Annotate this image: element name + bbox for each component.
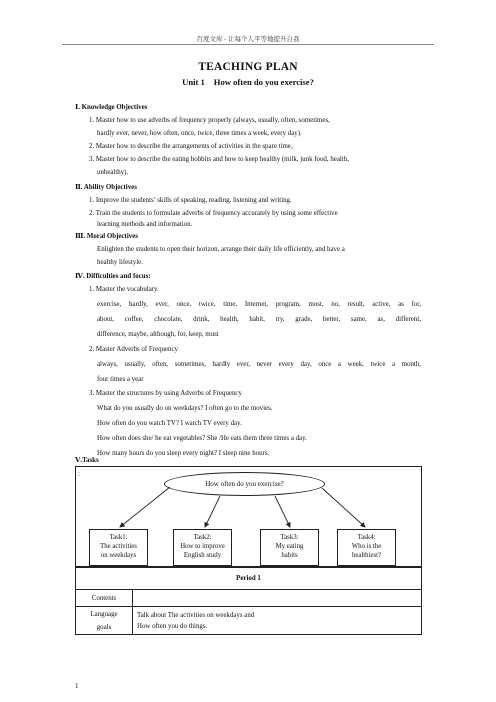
tasks-center-ellipse xyxy=(164,472,325,496)
adverbs-line: four times a year xyxy=(97,376,144,383)
structure-line: How often do you watch TV? I watch TV every day. xyxy=(97,420,242,427)
header-divider xyxy=(62,44,434,45)
knowledge-item: 3. Master how to describe the eating hobbits and how to keep healthy (milk, junk food, health, xyxy=(89,156,349,163)
task-line: Task3: xyxy=(280,534,299,541)
contents-value xyxy=(133,590,422,607)
task-box-3 xyxy=(260,529,319,566)
vocab-line: about, coffee, chocolate, drink, health, habit, try, grade, better, same, as, different, xyxy=(97,316,421,323)
adverbs-line: always, usually, often, sometimes, hardly ever, never every day, once a week, twice a month, xyxy=(97,361,421,368)
structure-line: How many hours do you sleep every night? I sleep nine hours. xyxy=(97,450,270,457)
structure-line: What do you usually do on weekdays? I often go to the movies. xyxy=(97,405,273,412)
moral-objectives-heading: Ⅲ. Moral Objectives xyxy=(75,233,138,240)
knowledge-item: unhealthy). xyxy=(97,169,129,176)
tasks-colon: : xyxy=(78,470,80,478)
tasks-center-text: How often do you exercise? xyxy=(205,480,284,488)
goals-label-line: goals xyxy=(96,623,112,631)
task-line: My eating xyxy=(275,543,304,550)
task-line: English study xyxy=(183,552,222,559)
knowledge-item: 1. Master how to use adverbs of frequency properly (always, usually, often, sometimes, xyxy=(89,117,330,124)
tasks-heading: Ⅴ.Tasks xyxy=(75,457,99,464)
ability-objectives-heading: Ⅱ. Ability Objectives xyxy=(75,184,137,191)
task-line: healthiest? xyxy=(351,552,382,559)
task-line: Task1: xyxy=(109,534,128,541)
difficulties-heading: Ⅳ. Difficulties and focus: xyxy=(75,273,151,280)
goals-line: How often you do things. xyxy=(137,622,208,630)
task-line: The activities xyxy=(100,543,137,550)
difficulty-point: 3. Master the structures by using Adverbs of Frequency xyxy=(89,390,242,397)
knowledge-item: hardly ever, never, how often, once, twice, three times a week, every day). xyxy=(97,130,302,137)
difficulty-point: 1. Master the vocabulary. xyxy=(89,286,159,293)
contents-label: Contents xyxy=(76,590,133,607)
unit-title: How often do you exercise? xyxy=(213,77,314,87)
task-box-1 xyxy=(89,529,148,566)
page-header: 百度文库 - 让每个人平等地提升自我 xyxy=(196,36,300,43)
ability-item: 2. Train the students to formulate adverbs of frequency accurately by using some effective xyxy=(89,210,338,217)
task-box-4 xyxy=(337,529,396,566)
task-line: How to improve xyxy=(180,543,225,550)
task-box-2 xyxy=(173,529,232,566)
structure-line: How often does she/ he eat vegetables? She /He eats them three times a day. xyxy=(97,435,307,442)
task-line: on weekdays xyxy=(100,552,137,559)
knowledge-item: 2. Master how to describe the arrangements of activities in the spare time。 xyxy=(89,143,298,150)
unit-number: Unit 1 xyxy=(182,77,205,87)
vocab-line: difference, maybe, although, for, keep, must xyxy=(97,331,219,338)
page-number: 1 xyxy=(75,682,79,690)
language-goals-value xyxy=(133,607,422,635)
goals-label-line: Language xyxy=(90,610,118,618)
task-line: Task4: xyxy=(357,534,376,541)
knowledge-objectives-heading: Ⅰ. Knowledge Objectives xyxy=(75,104,148,111)
task-line: habits xyxy=(281,552,298,559)
vocab-line: exercise, hardly, ever, once, twice, time, Internet, program, most, no, result, active, as for, xyxy=(97,301,421,308)
ability-item: 1. Improve the students’ skills of speaking, reading, listening and writing. xyxy=(89,197,292,204)
goals-line: Talk about The activities on weekdays and xyxy=(137,611,255,619)
page-title: TEACHING PLAN xyxy=(198,61,298,73)
moral-item: Enlighten the students to open their horizon, arrange their daily life efficiently, and have a xyxy=(97,246,345,253)
ability-item: learning methods and information. xyxy=(97,221,193,228)
language-goals-label xyxy=(76,607,133,635)
period-title: Period 1 xyxy=(76,568,422,590)
period-table xyxy=(75,567,422,635)
moral-item: healthy lifestyle. xyxy=(97,259,143,266)
task-line: Task2: xyxy=(193,534,212,541)
unit-subtitle xyxy=(0,77,496,87)
task-line: Who is the xyxy=(351,543,382,550)
difficulty-point: 2. Master Adverbs of Frequency xyxy=(89,346,178,353)
